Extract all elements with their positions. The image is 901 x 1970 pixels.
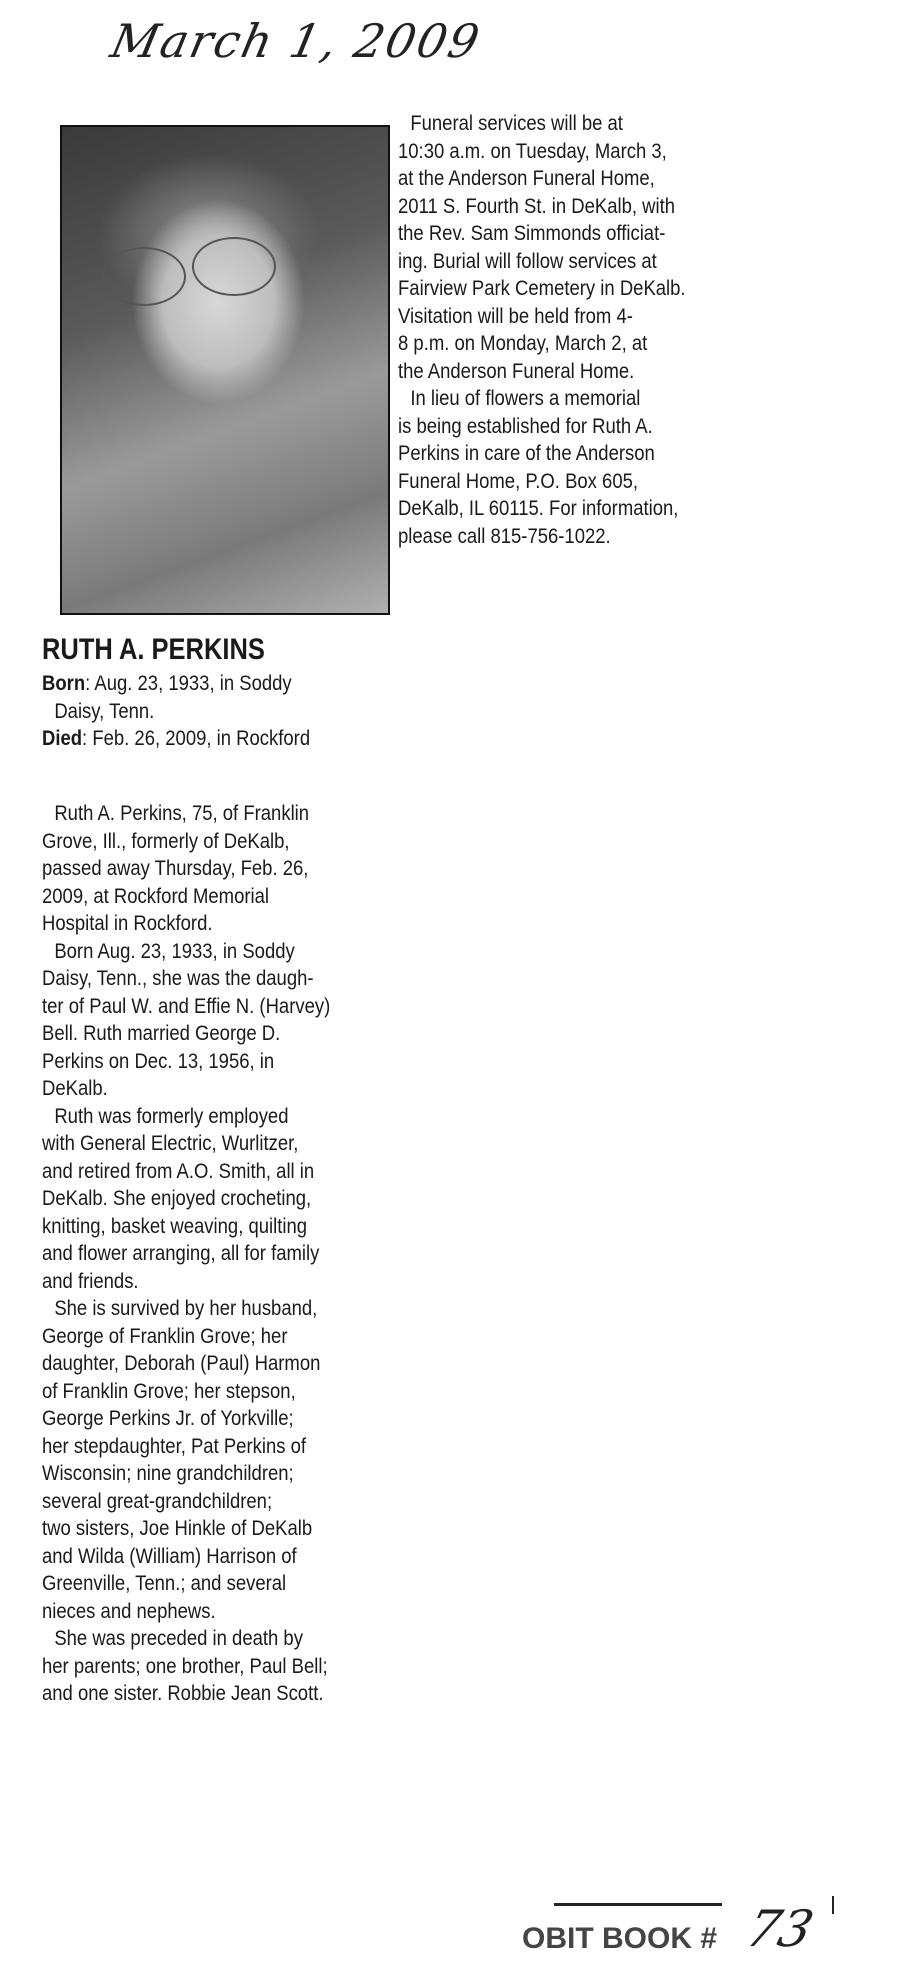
text-line: 2011 S. Fourth St. in DeKalb, with bbox=[398, 194, 676, 218]
born-line-cont: Daisy, Tenn. bbox=[54, 699, 155, 723]
obit-book-number: 73 bbox=[740, 1900, 820, 1958]
stamp-rule bbox=[554, 1903, 722, 1906]
text-line: DeKalb. She enjoyed crocheting, bbox=[42, 1187, 312, 1210]
text-line: Fairview Park Cemetery in DeKalb. bbox=[398, 277, 686, 300]
text-line: passed away Thursday, Feb. 26, bbox=[42, 857, 309, 880]
glasses-right-lens bbox=[192, 237, 276, 296]
text-line: 2009, at Rockford Memorial bbox=[42, 884, 269, 908]
text-line: ter of Paul W. and Effie N. (Harvey) bbox=[42, 994, 331, 1018]
text-line: DeKalb, IL 60115. For information, bbox=[398, 497, 679, 520]
text-line: the Rev. Sam Simmonds officiat- bbox=[398, 222, 666, 245]
text-line: her stepdaughter, Pat Perkins of bbox=[42, 1434, 307, 1458]
text-line: Greenville, Tenn.; and several bbox=[42, 1572, 287, 1595]
text-line: Hospital in Rockford. bbox=[42, 912, 213, 935]
text-line: her parents; one brother, Paul Bell; bbox=[42, 1654, 328, 1678]
text-line: Ruth A. Perkins, 75, of Franklin bbox=[54, 802, 310, 825]
born-value: : Aug. 23, 1933, in Soddy bbox=[85, 672, 292, 695]
text-line: the Anderson Funeral Home. bbox=[398, 359, 635, 383]
text-line: Visitation will be held from 4- bbox=[398, 304, 633, 328]
text-line: DeKalb. bbox=[42, 1077, 108, 1100]
text-line: Wisconsin; nine grandchildren; bbox=[42, 1462, 294, 1485]
left-column-text bbox=[42, 800, 330, 1708]
handwritten-date: March 1, 2009 bbox=[106, 14, 486, 68]
text-line: In lieu of flowers a memorial bbox=[410, 387, 641, 410]
text-line: and one sister. Robbie Jean Scott. bbox=[42, 1682, 324, 1705]
text-line: Grove, Ill., formerly of DeKalb, bbox=[42, 829, 290, 853]
text-line: 10:30 a.m. on Tuesday, March 3, bbox=[398, 139, 667, 163]
portrait-photo bbox=[60, 125, 390, 615]
text-line: 8 p.m. on Monday, March 2, at bbox=[398, 332, 648, 355]
text-line: Ruth was formerly employed bbox=[54, 1104, 289, 1128]
text-line: and retired from A.O. Smith, all in bbox=[42, 1159, 315, 1183]
text-line: Perkins on Dec. 13, 1956, in bbox=[42, 1049, 275, 1073]
text-line: and flower arranging, all for family bbox=[42, 1242, 320, 1265]
text-line: knitting, basket weaving, quilting bbox=[42, 1214, 308, 1238]
text-line: George of Franklin Grove; her bbox=[42, 1324, 288, 1348]
died-value: : Feb. 26, 2009, in Rockford bbox=[82, 727, 311, 750]
text-line: Funeral Home, P.O. Box 605, bbox=[398, 469, 639, 493]
died-label: Died bbox=[42, 727, 83, 750]
text-line: She was preceded in death by bbox=[54, 1627, 303, 1650]
text-line: and friends. bbox=[42, 1269, 139, 1293]
text-line: with General Electric, Wurlitzer, bbox=[42, 1132, 299, 1155]
text-line: and Wilda (William) Harrison of bbox=[42, 1544, 297, 1568]
text-line: nieces and nephews. bbox=[42, 1599, 216, 1623]
page-mark bbox=[832, 1896, 834, 1914]
text-line: Daisy, Tenn., she was the daugh- bbox=[42, 967, 314, 990]
obituary-name-heading: RUTH A. PERKINS bbox=[42, 633, 265, 666]
died-line bbox=[42, 725, 310, 753]
born-line bbox=[42, 670, 310, 698]
right-column-text bbox=[398, 110, 686, 550]
text-line: of Franklin Grove; her stepson, bbox=[42, 1379, 296, 1403]
obit-book-stamp: OBIT BOOK # bbox=[522, 1922, 718, 1955]
text-line: is being established for Ruth A. bbox=[398, 414, 653, 438]
text-line: daughter, Deborah (Paul) Harmon bbox=[42, 1352, 321, 1375]
born-label: Born bbox=[42, 672, 86, 695]
text-line: at the Anderson Funeral Home, bbox=[398, 167, 655, 190]
glasses-left-lens bbox=[102, 247, 186, 306]
vitals-block bbox=[42, 670, 310, 753]
text-line: several great-grandchildren; bbox=[42, 1489, 273, 1513]
text-line: ing. Burial will follow services at bbox=[398, 249, 657, 273]
text-line: George Perkins Jr. of Yorkville; bbox=[42, 1407, 294, 1430]
text-line: Born Aug. 23, 1933, in Soddy bbox=[54, 939, 295, 963]
text-line: Perkins in care of the Anderson bbox=[398, 442, 655, 465]
text-line: She is survived by her husband, bbox=[54, 1297, 318, 1320]
text-line: please call 815-756-1022. bbox=[398, 524, 611, 548]
text-line: two sisters, Joe Hinkle of DeKalb bbox=[42, 1517, 313, 1540]
text-line: Bell. Ruth married George D. bbox=[42, 1022, 281, 1045]
text-line: Funeral services will be at bbox=[410, 112, 623, 135]
